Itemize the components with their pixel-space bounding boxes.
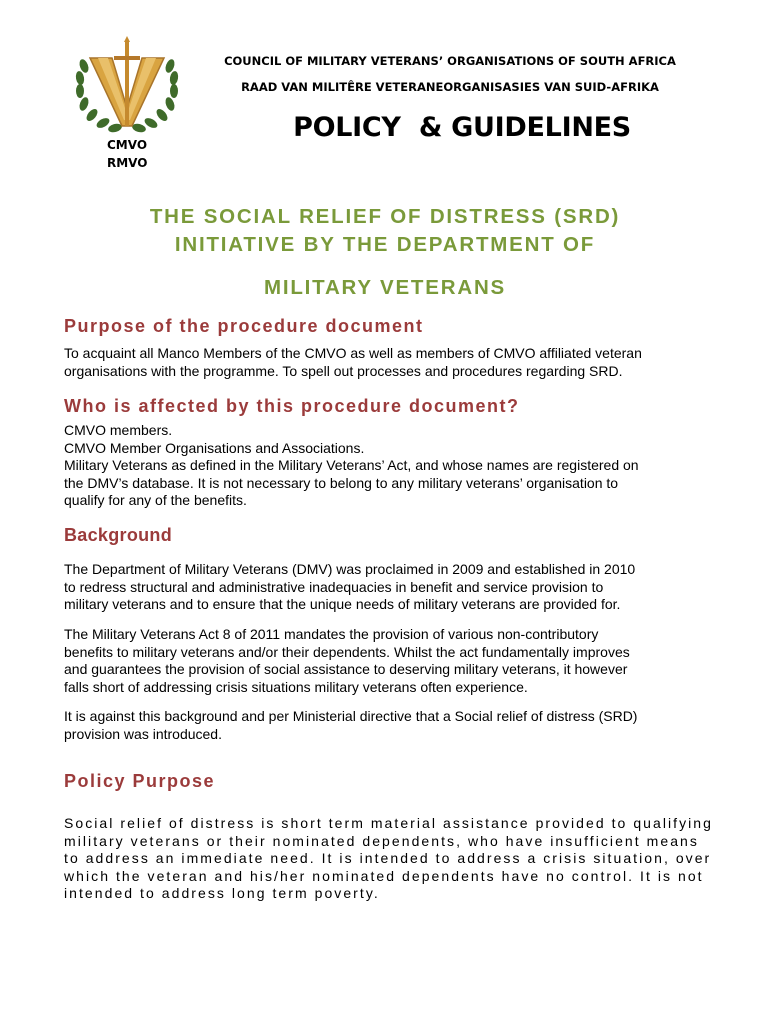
section-heading-background: Background bbox=[64, 525, 173, 545]
document-type-title: POLICY & GUIDELINES bbox=[293, 112, 631, 143]
text-line: the DMV’s database. It is not necessary to belong to any military veterans’ organisation to bbox=[64, 474, 619, 491]
main-title-line-3: MILITARY VETERANS bbox=[263, 276, 507, 299]
section-heading-affected: Who is affected by this procedure document? bbox=[64, 396, 520, 416]
section-heading-policy-purpose: Policy Purpose bbox=[64, 771, 216, 791]
text-line: to address an immediate need. It is intended to address a crisis situation, over bbox=[64, 850, 712, 866]
org-abbreviation-english: CMVO bbox=[107, 138, 148, 152]
text-line: qualify for any of the benefits. bbox=[64, 492, 247, 508]
policy-purpose-paragraph bbox=[64, 815, 714, 903]
text-line: organisations with the programme. To spell out processes and procedures regarding SRD. bbox=[64, 362, 623, 379]
background-paragraph-1 bbox=[64, 561, 714, 614]
text-line: military veterans or their nominated dependents, who have insufficient means bbox=[64, 832, 699, 849]
main-title-line-1: THE SOCIAL RELIEF OF DISTRESS (SRD) bbox=[149, 205, 621, 228]
main-title-line-2: INITIATIVE BY THE DEPARTMENT OF bbox=[174, 233, 596, 256]
text-line: and guarantees the provision of social assistance to deserving military veterans, it however bbox=[64, 661, 628, 677]
text-line: It is against this background and per Ministerial directive that a Social relief of distress (SRD) bbox=[64, 708, 638, 724]
text-line: Social relief of distress is short term material assistance provided to qualifying bbox=[64, 815, 713, 831]
text-line: military veterans and to ensure that the unique needs of military veterans are provided for. bbox=[64, 596, 621, 612]
background-paragraph-2 bbox=[64, 626, 714, 696]
text-line: The Military Veterans Act 8 of 2011 mandates the provision of various non-contributory bbox=[64, 626, 599, 642]
text-line: To acquaint all Manco Members of the CMVO as well as members of CMVO affiliated veteran bbox=[64, 345, 642, 361]
background-paragraph-3 bbox=[64, 708, 714, 743]
text-line: Military Veterans as defined in the Military Veterans’ Act, and whose names are registered on bbox=[64, 457, 639, 473]
cmvo-emblem-icon bbox=[72, 36, 182, 136]
section-heading-purpose: Purpose of the procedure document bbox=[64, 316, 424, 336]
affected-paragraph bbox=[64, 422, 714, 510]
org-abbreviation-afrikaans: RMVO bbox=[107, 156, 148, 170]
text-line: falls short of addressing crisis situations military veterans often experience. bbox=[64, 678, 528, 695]
text-line: intended to address long term poverty. bbox=[64, 885, 380, 901]
org-name-english: COUNCIL OF MILITARY VETERANS’ ORGANISATIONS OF SOUTH AFRICA bbox=[224, 54, 676, 68]
text-line: benefits to military veterans and/or their dependents. Whilst the act fundamentally improves bbox=[64, 643, 630, 660]
text-line: CMVO Member Organisations and Associations. bbox=[64, 439, 365, 456]
org-name-afrikaans: RAAD VAN MILITÊRE VETERANEORGANISASIES VAN SUID-AFRIKA bbox=[241, 80, 659, 94]
text-line: provision was introduced. bbox=[64, 725, 222, 742]
text-line: The Department of Military Veterans (DMV) was proclaimed in 2009 and established in 2010 bbox=[64, 561, 636, 577]
text-line: which the veteran and his/her nominated dependents have no control. It is not bbox=[64, 867, 704, 884]
purpose-paragraph bbox=[64, 345, 714, 380]
text-line: to redress structural and administrative inadequacies in benefit and service provision to bbox=[64, 578, 604, 595]
text-line: CMVO members. bbox=[64, 422, 173, 438]
